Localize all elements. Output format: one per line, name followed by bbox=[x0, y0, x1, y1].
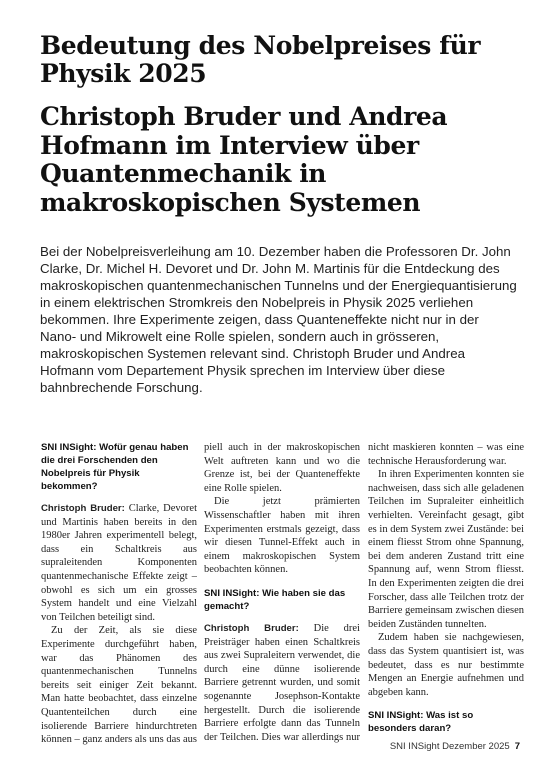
interview-answer bbox=[204, 622, 360, 746]
paragraph: Die jetzt prämierten Wissenschaftler haben mit ihren Experimenten erstmals gezeigt, dass wir diesen Tunnel-Effekt auch in einem makroskopischen System beobachten können. bbox=[204, 496, 360, 576]
paragraph: Zudem haben sie nachgewiesen, dass das System quantisiert ist, was bedeutet, dass es nur bestimmte Mengen an Energie aufnehmen und abgeben kann. bbox=[368, 632, 524, 698]
interview-question: SNI INSight: Was ist so besonders daran? bbox=[368, 710, 474, 735]
paragraph: nicht maskieren konnten – was eine technische Herausforderung war. bbox=[368, 442, 524, 467]
answer-text: Clarke, Devoret und Martinis haben bereits in den 1980er Jahren experimentell belegt, dass ein Schaltkreis aus supraleitenden Komponenten quantenmechanische Effekte zeigt – obwohl es sich um ein grosses System handelt und eine Vielzahl von Teilchen beteiligt sind. bbox=[41, 503, 197, 623]
publication-name: SNI INSight Dezember 2025 bbox=[389, 741, 510, 752]
article-lead: Bei der Nobelpreisverleihung am 10. Dezember haben die Professoren Dr. John Clarke, Dr. Michel H. Devoret und Dr. John M. Martinis für die Entdeckung des makroskopischen quantenmechanischen Tunnelns und der Energiequantisierung in einem elektrischen Stromkreis den Nobelpreis in Physik 2025 verliehen bekommen. Ihre Experimente zeigen, dass Quanteneffekte nicht nur in der Nano- und Mikrowelt eine Rolle spielen, sondern auch in grösseren, makroskopischen Systemen relevant sind. Christoph Bruder und Andrea Hofmann vom Departement Physik sprechen im Interview über diese bahnbrechende Forschung. bbox=[40, 244, 517, 395]
speaker-name: Christoph Bruder: bbox=[41, 503, 125, 514]
text-column-1 bbox=[41, 441, 197, 746]
answer-text: Die drei Preisträger haben einen Schaltkreis aus zwei Supraleitern verwendet, die durch eine dünne isolierende Barriere getrennt wurden, und somit sogenannte Josephson-Kontakte hergestellt. Durch die isolierende Barriere erfolgte dann das Tunneln der Teilchen. Dies war allerdings nur bbox=[204, 622, 360, 743]
article-subtitle: Christoph Bruder und Andrea Hofmann im Interview über Quantenmechanik in makroskopischen Systemen bbox=[40, 102, 448, 217]
speaker-name: Christoph Bruder: bbox=[204, 622, 299, 634]
interview-question: SNI INSight: Wofür genau haben die drei Forschenden den Nobelpreis für Physik bekommen? bbox=[41, 442, 189, 492]
page-footer bbox=[390, 741, 520, 752]
paragraph: Zu der Zeit, als sie diese Experimente durchgeführt haben, war das Phänomen des quantenmechanischen Tunnelns bereits seit einiger Zeit bekannt. Man hatte beobachtet, dass einzelne Quantenteilchen durch eine isolierende Barriere hindurchtreten können – ganz anders als uns das aus bbox=[41, 625, 197, 746]
text-column-3 bbox=[368, 441, 524, 746]
page-number: 7 bbox=[514, 741, 520, 752]
article-title: Bedeutung des Nobelpreises für Physik 2025 bbox=[40, 31, 481, 88]
interview-question: SNI INSight: Wie haben sie das gemacht? bbox=[204, 587, 346, 612]
interview-answer bbox=[41, 502, 197, 624]
paragraph: piell auch in der makroskopischen Welt auftreten kann und wo die Grenze ist, bei der Quanteneffekte eine Rolle spielen. bbox=[204, 442, 360, 494]
text-column-2 bbox=[204, 441, 360, 746]
paragraph: In ihren Experimenten konnten sie nachweisen, dass sich alle geladenen Teilchen im Supraleiter einheitlich verhielten. Vereinfacht gesagt, gibt es in dem System zwei Zustände: bei einem fliesst Strom ohne Spannung, bei dem anderen Zustand tritt eine Spannung auf, wenn Strom fliesst. In den Experimenten zeigten die drei Forscher, dass alle Teilchen trotz der Barriere gemeinsam zwischen diesen beiden Zuständen tunnelten. bbox=[368, 469, 524, 630]
